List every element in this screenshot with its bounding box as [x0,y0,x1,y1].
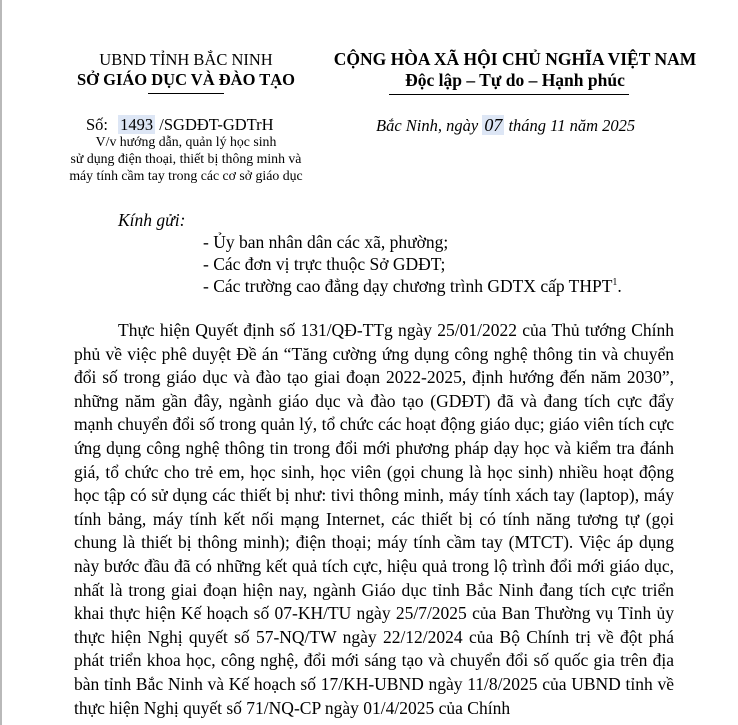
doc-number-line [86,115,274,135]
subject-line: sử dụng điện thoại, thiết bị thông minh và [70,151,302,166]
date-day[interactable]: 07 [484,115,503,135]
agency-underline [148,93,224,94]
greeting: Kính gửi: [118,210,186,230]
recipient-end: . [617,276,622,296]
recipient-text: - Các trường cao đẳng dạy chương trình GDTX cấp THPT [203,276,613,296]
agency-parent: UBND TỈNH BẮC NINH [99,50,273,69]
date-rest: tháng 11 năm 2025 [508,116,636,135]
doc-number[interactable]: 1493 [120,115,154,134]
body-paragraph: Thực hiện Quyết định số 131/QĐ-TTg ngày 25/01/2022 của Thủ tướng Chính phủ về việc phê duyệt Đề án “Tăng cường ứng dụng công nghệ thông tin và chuyển đổi số trong giáo dục và đào tạo giai đoạn 2022-2025, định hướng đến năm 2030”, những năm gần đây, ngành giáo dục và đào tạo (GDĐT) đã và đang tích cực đẩy mạnh chuyển đổi số trong quản lý, tổ chức các hoạt động giáo dục; giáo viên tích cực ứng dụng công nghệ thông tin trong đổi mới phương pháp dạy học và kiểm tra đánh giá, tổ chức cho trẻ em, học sinh, học viên (gọi chung là học sinh) nhiều hoạt động học tập có sử dụng các thiết bị như: tivi thông minh, máy tính xách tay (laptop), máy tính bảng, máy tính kết nối mạng Internet, các thiết bị có tính năng tương tự (gọi chung là thiết bị thông minh); điện thoại; máy tính cầm tay (MTCT). Việc áp dụng này bước đầu đã có những kết quả tích cực, hiệu quả trong lộ trình đổi mới giáo dục, nhất là trong giai đoạn hiện nay, ngành Giáo dục tỉnh Bắc Ninh đang tích cực triển khai thực hiện Kế hoạch số 07-KH/TU ngày 25/7/2025 của Ban Thường vụ Tỉnh ủy thực hiện Nghị quyết số 57-NQ/TW ngày 22/12/2024 của Bộ Chính trị về đột phá phát triển khoa học, công nghệ, đổi mới sáng tạo và chuyển đổi số quốc gia trên địa bàn tỉnh Bắc Ninh và Kế hoạch số 17/KH-UBND ngày 11/8/2025 của UBND tỉnh về thực hiện Nghị quyết số 71/NQ-CP ngày 01/4/2025 của Chính [74,320,674,718]
recipient-item: - Các đơn vị trực thuộc Sở GDĐT; [203,254,446,274]
footnote-mark[interactable]: 1 [612,277,618,289]
recipient-item-last [203,276,622,297]
page-edge [0,0,2,725]
subject-line: máy tính cầm tay trong các cơ sở giáo dục [69,168,303,183]
subject-block [40,133,332,184]
date-line [376,115,635,136]
subject-line: V/v hướng dẫn, quản lý học sinh [95,134,277,149]
motto-underline [389,94,629,95]
motto: Độc lập – Tự do – Hạnh phúc [405,70,625,90]
recipient-item: - Ủy ban nhân dân các xã, phường; [203,232,449,252]
agency-name: SỞ GIÁO DỤC VÀ ĐÀO TẠO [76,70,296,89]
nation-title: CỘNG HÒA XÃ HỘI CHỦ NGHĨA VIỆT NAM [333,49,697,69]
date-prefix: Bắc Ninh, ngày [376,116,479,135]
doc-number-suffix: /SGDĐT-GDTrH [159,115,274,134]
doc-number-label: Số: [86,115,109,134]
